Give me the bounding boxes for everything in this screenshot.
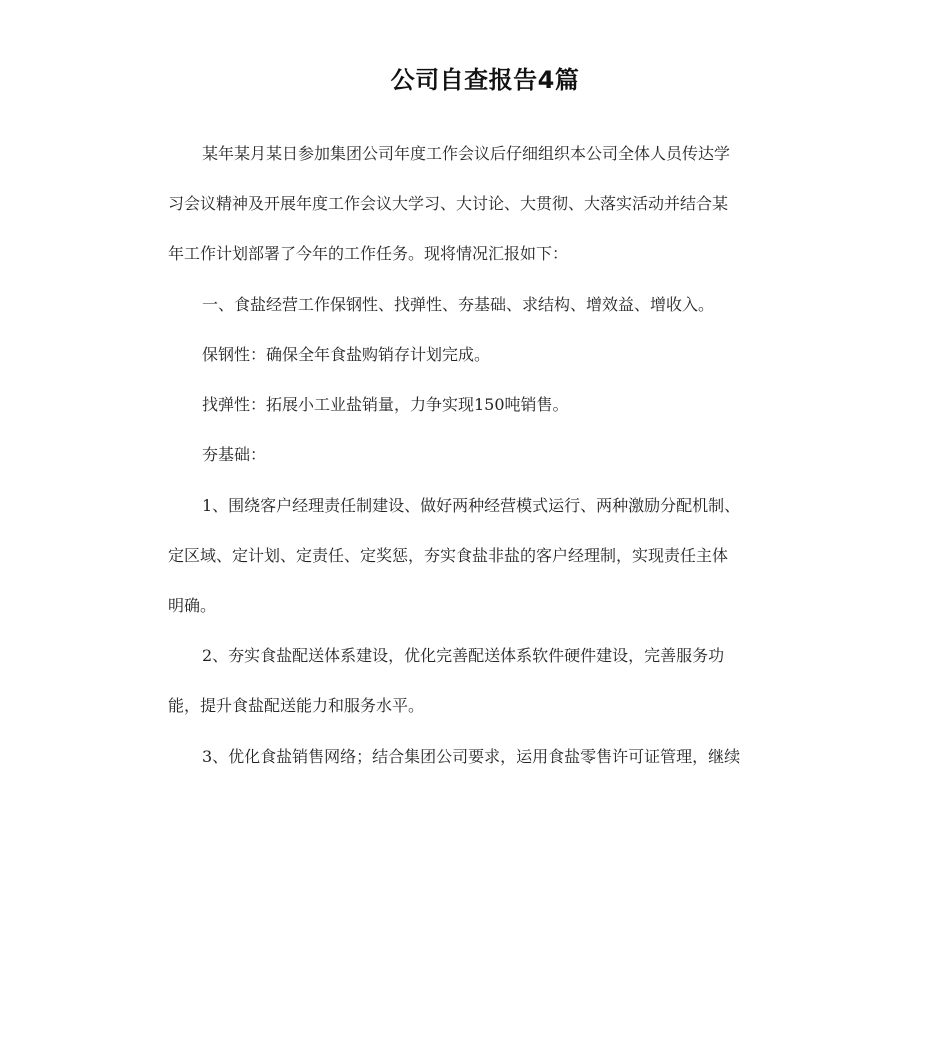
paragraph-line: 夯基础： [202,445,267,464]
paragraph-line: 保钢性：确保全年食盐购销存计划完成。 [202,345,491,364]
list-item-line: 2、夯实食盐配送体系建设，优化完善配送体系软件硬件建设，完善服务功 [202,646,725,665]
list-item-line: 定区域、定计划、定责任、定奖惩，夯实食盐非盐的客户经理制，实现责任主体 [168,546,729,565]
paragraph-line: 年工作计划部署了今年的工作任务。现将情况汇报如下： [168,244,569,263]
list-item-line: 明确。 [168,596,217,615]
list-item-line: 3、优化食盐销售网络；结合集团公司要求，运用食盐零售许可证管理，继续 [202,747,741,766]
page-title: 公司自查报告4篇 [390,66,580,94]
paragraph-line: 找弹性：拓展小工业盐销量，力争实现150吨销售。 [202,395,569,414]
list-item-line: 1、围绕客户经理责任制建设、做好两种经营模式运行、两种激励分配机制、 [202,496,741,515]
list-item-line: 能，提升食盐配送能力和服务水平。 [168,696,425,715]
paragraph-line: 某年某月某日参加集团公司年度工作会议后仔细组织本公司全体人员传达学 [202,144,731,163]
section-heading: 一、食盐经营工作保钢性、找弹性、夯基础、求结构、增效益、增收入。 [202,295,715,314]
paragraph-line: 习会议精神及开展年度工作会议大学习、大讨论、大贯彻、大落实活动并结合某 [168,194,729,213]
